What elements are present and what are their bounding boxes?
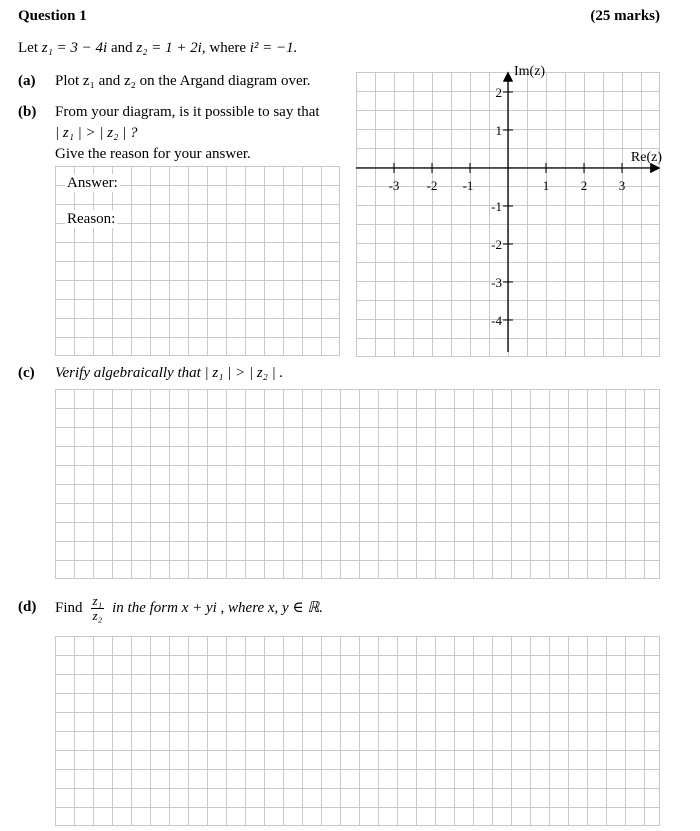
y-tick-label: -2 (491, 237, 502, 252)
question-title: Question 1 (18, 8, 87, 24)
part-d-label: (d) (18, 599, 37, 615)
part-b-answer-grid[interactable] (55, 166, 340, 356)
part-b-line1: From your diagram, is it possible to say that (55, 104, 320, 120)
question-marks: (25 marks) (590, 8, 660, 24)
part-b-label: (b) (18, 104, 37, 120)
z1-definition: z₁ = 3 − 4i (41, 40, 108, 56)
y-tick-label: -3 (491, 275, 502, 290)
intro-line (18, 39, 297, 57)
intro-where: , where (201, 40, 247, 56)
fraction-numerator: z₁ (92, 592, 103, 608)
y-tick-label: -4 (491, 313, 502, 328)
reason-label: Reason: (67, 211, 116, 227)
intro-prefix: Let (18, 40, 38, 56)
part-a-text: Plot z₁ and z₂ on the Argand diagram over. (55, 73, 311, 89)
part-b-line3: Give the reason for your answer. (55, 146, 251, 162)
part-a-label: (a) (18, 73, 36, 89)
part-d-text-line (55, 588, 323, 628)
x-tick-label: 2 (580, 178, 588, 193)
x-tick-label: 3 (618, 178, 626, 193)
x-tick-label: -1 (462, 178, 474, 193)
z1-over-z2-fraction (91, 594, 105, 623)
argand-diagram (356, 60, 676, 360)
part-d-text: in the form x + yi , where x, y ∈ ℝ. (112, 600, 323, 616)
x-tick-label: -3 (388, 178, 400, 193)
part-d-find: Find (55, 600, 83, 616)
part-b-line2: | z₁ | > | z₂ | ? (55, 125, 138, 141)
i-definition: i² = −1. (249, 40, 298, 56)
x-axis-label: Re(z) (630, 150, 662, 165)
part-d-answer-grid[interactable] (55, 636, 660, 826)
part-c-text: Verify algebraically that | z₁ | > | z₂ | . (55, 365, 284, 381)
z2-definition: z₂ = 1 + 2i (136, 40, 202, 56)
y-axis-label: Im(z) (514, 64, 546, 79)
fraction-denominator: z₂ (92, 607, 103, 623)
x-tick-label: -2 (426, 178, 438, 193)
y-tick-label: -1 (491, 199, 502, 214)
answer-label: Answer: (67, 175, 118, 191)
x-tick-label: 1 (542, 178, 550, 193)
intro-and: and (110, 40, 133, 56)
part-c-label: (c) (18, 365, 35, 381)
y-tick-label: 1 (495, 123, 502, 138)
part-c-answer-grid[interactable] (55, 389, 660, 579)
y-tick-label: 2 (495, 85, 502, 100)
